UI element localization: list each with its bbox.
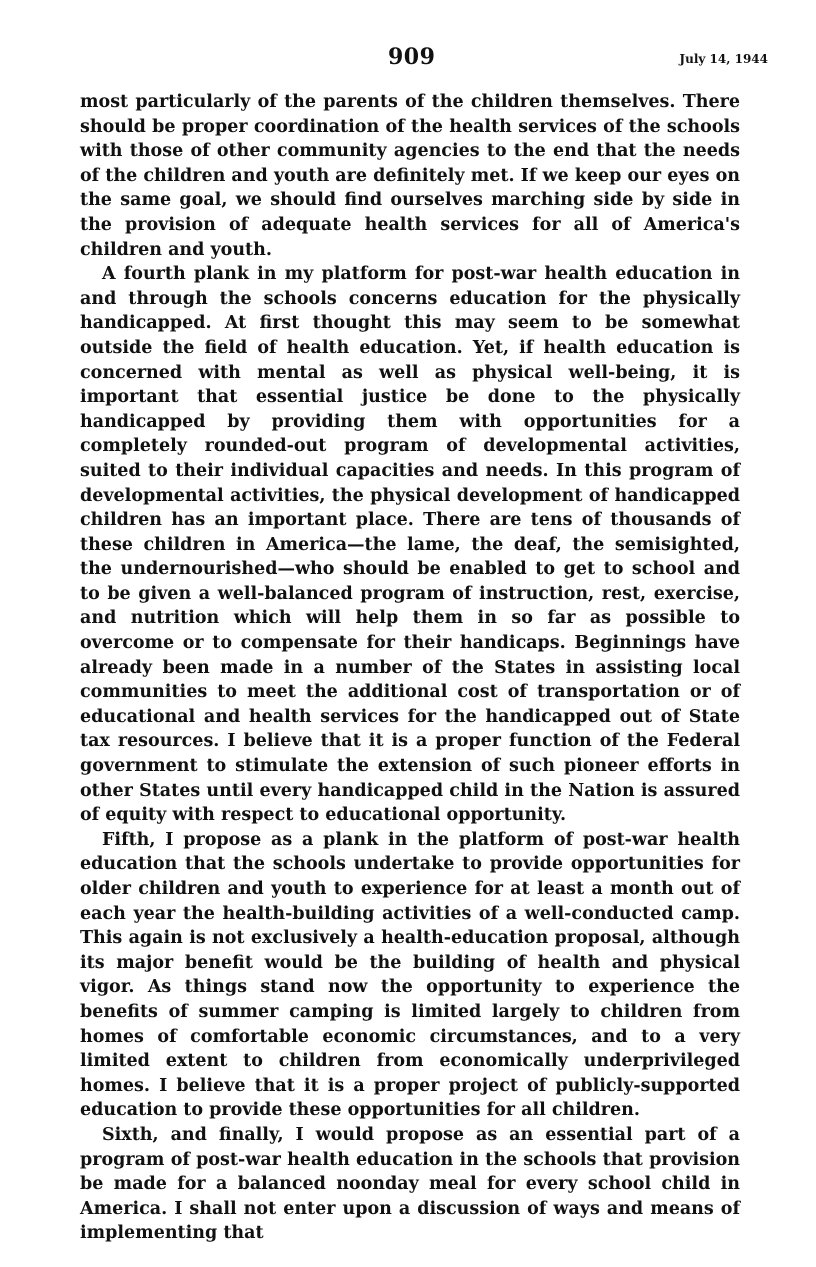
paragraph-fourth-plank: A fourth plank in my platform for post-war health education in and through the schools concerns education for the physically handicapped. At first thought this may seem to be somewhat outside the field of health education. Yet, if health education is concerned with mental as well as physical well-being, it is important that essential justice be done to the physically handicapped by providing them with opportunities for a completely rounded-out program of developmental activities, suited to their individual capacities and needs. In this program of developmental activities, the physical development of handicapped children has an important place. There are tens of thousands of these children in America—the lame, the deaf, the semisighted, the undernourished—who should be enabled to get to school and to be given a well-balanced program of instruction, rest, exercise, and nutrition which will help them in so far as possible to overcome or to compensate for their handicaps. Beginnings have already been made in a number of the States in assisting local communities to meet the additional cost of transportation or of educational and health services for the handicapped out of State tax resources. I believe that it is a proper function of the Federal government to stimulate the extension of such pioneer efforts in other States until every handicapped child in the Nation is assured of equity with respect to educational opportunity. bbox=[80, 264, 740, 826]
page-header bbox=[0, 44, 816, 74]
article-body bbox=[80, 90, 740, 1246]
publication-date: July 14, 1944 bbox=[679, 52, 768, 66]
page-number: 909 bbox=[388, 44, 436, 70]
paragraph-continued: most particularly of the parents of the children themselves. There should be proper coordination of the health services of the schools with those of other community agencies to the end that the needs of the children and youth are definitely met. If we keep our eyes on the same goal, we should find ourselves marching side by side in the provision of adequate health services for all of America's children and youth. bbox=[80, 92, 740, 260]
paragraph-sixth-plank: Sixth, and finally, I would propose as an essential part of a program of post-war health education in the schools that provision be made for a balanced noonday meal for every school child in America. I shall not enter upon a discussion of ways and means of implementing that bbox=[80, 1124, 740, 1244]
paragraph-fifth-plank: Fifth, I propose as a plank in the platform of post-war health education that the schools undertake to provide opportunities for older children and youth to experience for at least a month out of each year the health-building activities of a well-conducted camp. This again is not exclusively a health-education proposal, although its major benefit would be the building of health and physical vigor. As things stand now the opportunity to experience the benefits of summer camping is limited largely to children from homes of comfortable economic circumstances, and to a very limited extent to children from economically underprivileged homes. I believe that it is a proper project of publicly-supported education to provide these opportunities for all children. bbox=[80, 829, 740, 1121]
